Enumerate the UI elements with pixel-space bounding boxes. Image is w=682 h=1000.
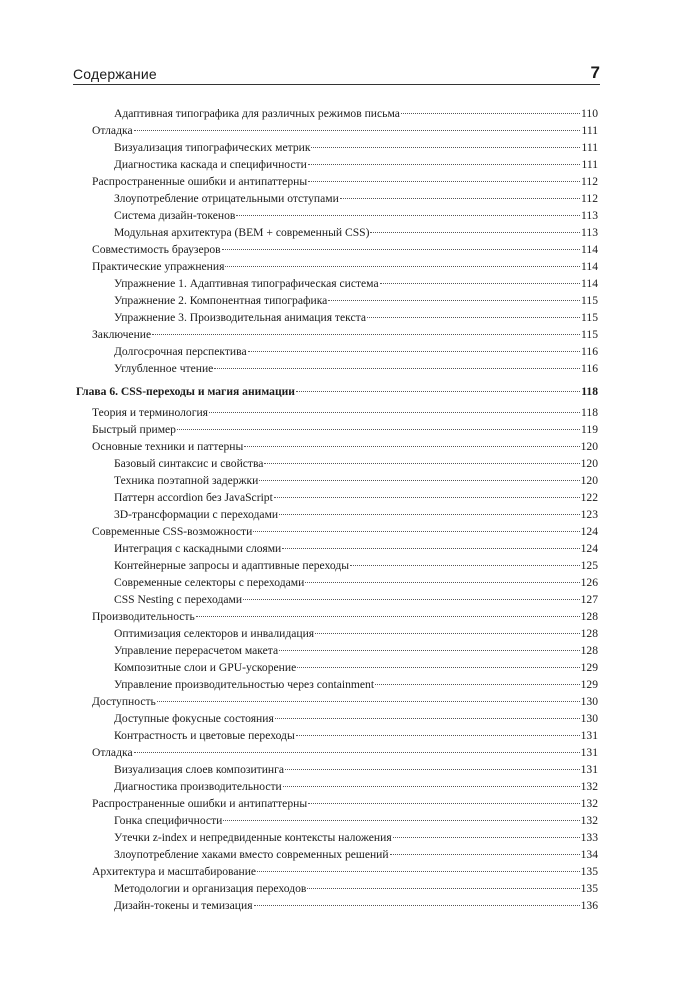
toc-entry[interactable] <box>76 309 598 326</box>
toc-entry[interactable] <box>76 105 598 122</box>
toc-entry-title: Упражнение 2. Компонентная типографика <box>114 294 328 307</box>
toc-entry-page: 128 <box>580 644 598 657</box>
toc-entry[interactable] <box>76 761 598 778</box>
toc-entry[interactable] <box>76 812 598 829</box>
toc-entry-title: Техника поэтапной задержки <box>114 474 259 487</box>
toc-entry-page: 115 <box>581 328 598 341</box>
dot-leader <box>152 334 580 335</box>
toc-entry-page: 132 <box>580 814 598 827</box>
toc-entry[interactable] <box>76 795 598 812</box>
dot-leader <box>328 300 580 301</box>
dot-leader <box>177 429 580 430</box>
dot-leader <box>248 351 580 352</box>
toc-entry[interactable] <box>76 540 598 557</box>
dot-leader <box>308 181 580 182</box>
dot-leader <box>157 701 580 702</box>
toc-entry[interactable] <box>76 421 598 438</box>
dot-leader <box>243 599 580 600</box>
dot-leader <box>209 412 580 413</box>
toc-entry-title: Архитектура и масштабирование <box>92 865 257 878</box>
toc-entry[interactable] <box>76 727 598 744</box>
dot-leader <box>401 113 580 114</box>
toc-entry-page: 120 <box>580 440 598 453</box>
toc-entry-page: 113 <box>581 226 598 239</box>
toc-entry[interactable] <box>76 829 598 846</box>
dot-leader <box>279 650 579 651</box>
toc-entry-title: Практические упражнения <box>92 260 225 273</box>
toc-entry-page: 127 <box>580 593 598 606</box>
toc-entry-title: Адаптивная типографика для различных режимов письма <box>114 107 400 120</box>
dot-leader <box>223 820 579 821</box>
toc-entry-title: Контрастность и цветовые переходы <box>114 729 295 742</box>
toc-entry[interactable] <box>76 489 598 506</box>
toc-entry-title: Основные техники и паттерны <box>92 440 244 453</box>
dot-leader <box>311 147 580 148</box>
toc-entry-title: Упражнение 3. Производительная анимация текста <box>114 311 366 324</box>
toc-entry[interactable] <box>76 676 598 693</box>
toc-entry-title: Злоупотребление отрицательными отступами <box>114 192 339 205</box>
toc-entry-title: Паттерн accordion без JavaScript <box>114 491 273 504</box>
toc-entry[interactable] <box>76 744 598 761</box>
toc-entry-page: 133 <box>580 831 598 844</box>
dot-leader <box>253 531 579 532</box>
toc-entry[interactable] <box>76 258 598 275</box>
toc-entry-title: Управление перерасчетом макета <box>114 644 279 657</box>
toc-entry-page: 118 <box>581 385 598 398</box>
toc-entry[interactable] <box>76 241 598 258</box>
dot-leader <box>275 718 580 719</box>
dot-leader <box>274 497 580 498</box>
toc-entry[interactable] <box>76 122 598 139</box>
toc-entry-title: Диагностика производительности <box>114 780 282 793</box>
dot-leader <box>283 786 580 787</box>
toc-entry-page: 128 <box>580 610 598 623</box>
toc-entry[interactable] <box>76 778 598 795</box>
toc-entry-title: CSS Nesting с переходами <box>114 593 243 606</box>
dot-leader <box>380 283 580 284</box>
toc-entry-page: 131 <box>580 746 598 759</box>
toc-entry-title: Современные селекторы с переходами <box>114 576 305 589</box>
toc-entry-title: Глава 6. CSS-переходы и магия анимации <box>76 385 295 398</box>
toc-entry[interactable] <box>76 880 598 897</box>
toc-entry[interactable] <box>76 326 598 343</box>
toc-entry-page: 111 <box>581 158 598 171</box>
toc-entry-page: 131 <box>580 763 598 776</box>
toc-entry-page: 118 <box>581 406 598 419</box>
toc-entry-title: Долгосрочная перспектива <box>114 345 247 358</box>
toc-entry-page: 120 <box>580 457 598 470</box>
dot-leader <box>225 266 580 267</box>
toc-entry[interactable] <box>76 710 598 727</box>
toc-entry-title: Визуализация типографических метрик <box>114 141 311 154</box>
dot-leader <box>307 888 579 889</box>
dot-leader <box>370 232 580 233</box>
toc-entry[interactable] <box>76 642 598 659</box>
toc-entry-title: Дизайн-токены и темизация <box>114 899 253 912</box>
toc-entry-page: 135 <box>580 882 598 895</box>
toc-entry[interactable] <box>76 275 598 292</box>
toc-entry-title: Композитные слои и GPU-ускорение <box>114 661 297 674</box>
toc-entry[interactable] <box>76 156 598 173</box>
toc-entry-page: 132 <box>580 780 598 793</box>
toc-entry-page: 129 <box>580 661 598 674</box>
toc-entry[interactable] <box>76 863 598 880</box>
toc-entry-title: Оптимизация селекторов и инвалидация <box>114 627 315 640</box>
dot-leader <box>222 249 580 250</box>
toc-entry-title: Производительность <box>92 610 195 623</box>
toc-entry-title: Модульная архитектура (BEM + современный CSS) <box>114 226 370 239</box>
page-number: 7 <box>590 63 600 82</box>
toc-entry-page: 120 <box>580 474 598 487</box>
toc-entry[interactable] <box>76 659 598 676</box>
toc-entry[interactable] <box>76 897 598 914</box>
toc-entry-title: Распространенные ошибки и антипаттерны <box>92 797 308 810</box>
dot-leader <box>315 633 579 634</box>
toc-entry[interactable] <box>76 591 598 608</box>
dot-leader <box>259 480 579 481</box>
toc-entry-title: Система дизайн-токенов <box>114 209 236 222</box>
dot-leader <box>296 735 580 736</box>
dot-leader <box>367 317 580 318</box>
toc-entry-page: 130 <box>580 712 598 725</box>
toc-entry-title: Диагностика каскада и специфичности <box>114 158 307 171</box>
toc-entry-title: Гонка специфичности <box>114 814 223 827</box>
dot-leader <box>296 391 580 392</box>
toc-entry-title: Методологии и организация переходов <box>114 882 307 895</box>
toc-entry-page: 123 <box>580 508 598 521</box>
toc-entry-title: Упражнение 1. Адаптивная типографическая система <box>114 277 379 290</box>
toc-entry[interactable] <box>76 557 598 574</box>
toc-entry-title: Злоупотребление хаками вместо современных решений <box>114 848 389 861</box>
toc-entry[interactable] <box>76 190 598 207</box>
toc-entry-page: 128 <box>580 627 598 640</box>
toc-entry[interactable] <box>76 224 598 241</box>
toc-entry-page: 114 <box>581 277 598 290</box>
toc-entry-title: Базовый синтаксис и свойства <box>114 457 264 470</box>
toc-entry-title: Доступность <box>92 695 156 708</box>
toc-entry[interactable] <box>76 207 598 224</box>
toc-entry-page: 131 <box>580 729 598 742</box>
toc-entry[interactable] <box>76 574 598 591</box>
toc-entry-page: 129 <box>580 678 598 691</box>
dot-leader <box>308 803 579 804</box>
toc-entry-page: 126 <box>580 576 598 589</box>
dot-leader <box>214 368 580 369</box>
dot-leader <box>134 752 580 753</box>
toc-entry-page: 134 <box>580 848 598 861</box>
toc-entry-title: Распространенные ошибки и антипаттерны <box>92 175 308 188</box>
toc-entry[interactable] <box>76 139 598 156</box>
toc-entry-page: 111 <box>581 141 598 154</box>
toc-entry[interactable] <box>76 846 598 863</box>
toc-entry-page: 119 <box>581 423 598 436</box>
dot-leader <box>282 548 579 549</box>
toc-entry[interactable] <box>76 173 598 190</box>
toc-entry-page: 115 <box>581 294 598 307</box>
dot-leader <box>264 463 579 464</box>
toc-entry-page: 124 <box>580 542 598 555</box>
toc-entry-title: Современные CSS-возможности <box>92 525 253 538</box>
toc-entry[interactable] <box>76 438 598 455</box>
toc-entry-title: Отладка <box>92 746 133 759</box>
toc-entry-title: Визуализация слоев композитинга <box>114 763 285 776</box>
toc-entry-page: 115 <box>581 311 598 324</box>
dot-leader <box>375 684 580 685</box>
toc-entry-page: 116 <box>581 362 598 375</box>
dot-leader <box>308 164 581 165</box>
toc-entry-title: Отладка <box>92 124 133 137</box>
header-title: Содержание <box>73 66 157 82</box>
toc-entry-page: 116 <box>581 345 598 358</box>
toc-entry-title: Углубленное чтение <box>114 362 214 375</box>
toc-entry-page: 112 <box>581 192 598 205</box>
toc-entry-title: Быстрый пример <box>92 423 176 436</box>
dot-leader <box>350 565 580 566</box>
toc-entry[interactable] <box>76 472 598 489</box>
toc-entry[interactable] <box>76 523 598 540</box>
dot-leader <box>340 198 580 199</box>
toc-entry-page: 124 <box>580 525 598 538</box>
toc-entry-page: 132 <box>580 797 598 810</box>
toc-entry-page: 114 <box>581 243 598 256</box>
dot-leader <box>390 854 580 855</box>
dot-leader <box>305 582 579 583</box>
toc-entry-page: 113 <box>581 209 598 222</box>
toc-entry-title: Доступные фокусные состояния <box>114 712 274 725</box>
toc-entry-title: Теория и терминология <box>92 406 209 419</box>
dot-leader <box>285 769 580 770</box>
toc-entry-page: 112 <box>581 175 598 188</box>
toc-entry[interactable] <box>76 625 598 642</box>
toc-entry-page: 125 <box>580 559 598 572</box>
dot-leader <box>279 514 580 515</box>
toc-entry[interactable] <box>76 404 598 421</box>
toc-entry[interactable] <box>76 343 598 360</box>
toc-entry-page: 130 <box>580 695 598 708</box>
toc-entry-page: 110 <box>581 107 598 120</box>
toc-entry-title: Совместимость браузеров <box>92 243 221 256</box>
dot-leader <box>196 616 580 617</box>
toc-entry[interactable] <box>76 292 598 309</box>
toc-entry-page: 114 <box>581 260 598 273</box>
toc-entry[interactable] <box>76 608 598 625</box>
dot-leader <box>257 871 580 872</box>
toc-entry-title: Заключение <box>92 328 152 341</box>
toc-entry[interactable] <box>76 360 598 377</box>
page-header <box>73 62 600 85</box>
dot-leader <box>244 446 579 447</box>
toc-entry-title: Утечки z-index и непредвиденные контексты наложения <box>114 831 392 844</box>
toc-entry-title: Интеграция с каскадными слоями <box>114 542 282 555</box>
toc-entry-title: Контейнерные запросы и адаптивные переходы <box>114 559 350 572</box>
toc-entry[interactable] <box>76 693 598 710</box>
toc-entry-title: 3D-трансформации с переходами <box>114 508 279 521</box>
toc-entry-page: 111 <box>581 124 598 137</box>
toc-entry-page: 122 <box>580 491 598 504</box>
dot-leader <box>297 667 579 668</box>
dot-leader <box>134 130 581 131</box>
dot-leader <box>393 837 580 838</box>
toc-entry-title: Управление производительностью через containment <box>114 678 375 691</box>
table-of-contents <box>76 105 598 914</box>
toc-entry-page: 136 <box>580 899 598 912</box>
dot-leader <box>236 215 580 216</box>
dot-leader <box>254 905 580 906</box>
toc-entry[interactable] <box>76 506 598 523</box>
toc-entry-page: 135 <box>580 865 598 878</box>
toc-chapter-entry[interactable] <box>76 383 598 400</box>
toc-entry[interactable] <box>76 455 598 472</box>
